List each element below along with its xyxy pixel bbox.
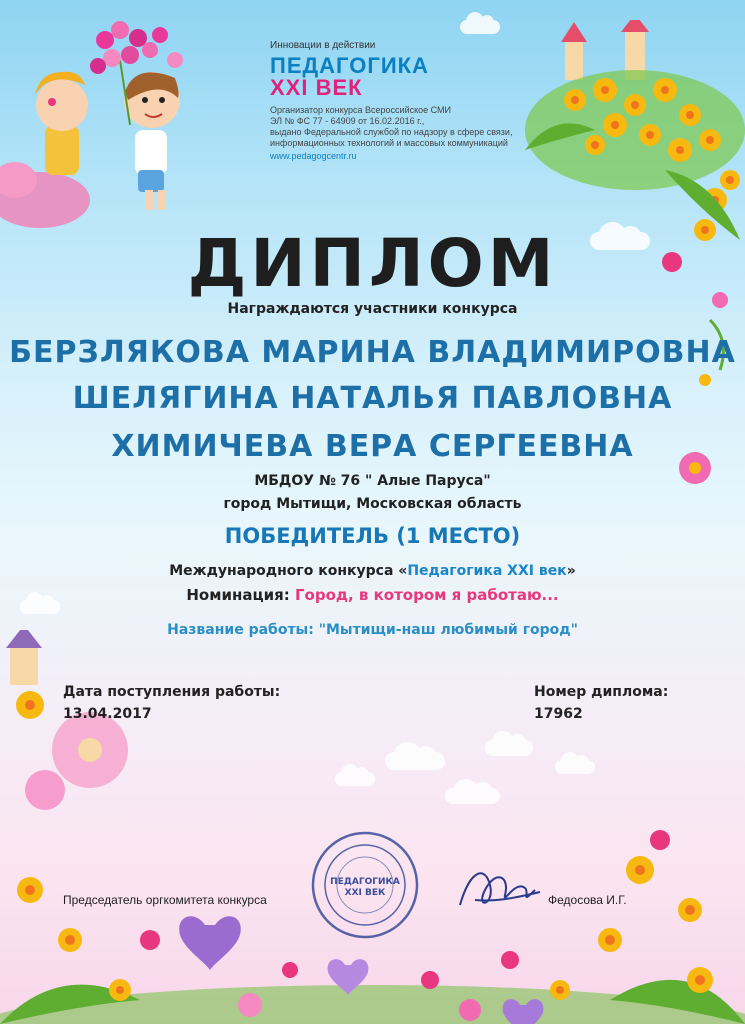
cloud-decoration [445,788,500,804]
work-title: Название работы: "Мытищи-наш любимый город" [167,622,578,638]
diploma-title: ДИПЛОМ [187,225,558,302]
castle-decoration [0,630,140,830]
organizer-block [270,40,570,161]
diploma-subtitle: Награждаются участники конкурса [227,301,518,317]
contest-suffix: » [566,563,576,579]
brand-name-line1: ПЕДАГОГИКА [270,53,429,78]
contest-line [0,563,745,579]
seal-center-line2: XXI ВЕК [344,888,386,898]
children-illustration [0,0,220,240]
contest-prefix: Международного конкурса « [169,563,408,579]
cloud-decoration [385,752,445,770]
cloud-decoration [555,760,595,774]
seal-center-line1: ПЕДАГОГИКА [330,877,400,887]
nomination-line [0,586,745,604]
brand-name-line2: XXI ВЕК [270,75,363,100]
organization-seal [310,830,420,940]
institution-name: МБДОУ № 76 " Алые Паруса" [254,473,491,489]
organizer-info-line: информационных технологий и массовых коммуникаций [270,138,508,148]
organizer-info-line: выдано Федеральной службой по надзору в сфере связи, [270,127,513,137]
award-title: ПОБЕДИТЕЛЬ (1 МЕСТО) [224,524,521,548]
organizer-website-link[interactable]: www.pedagogcentr.ru [270,151,357,161]
recipient-name: ХИМИЧЕВА ВЕРА СЕРГЕЕВНА [111,429,634,464]
organizer-info-line: Организатор конкурса Всероссийское СМИ [270,105,452,115]
nomination-label: Номинация: [186,586,295,604]
handwritten-signature [455,860,545,920]
nomination-value: Город, в котором я работаю... [294,586,559,604]
signer-name: Федосова И.Г. [548,893,627,907]
recipient-name: ШЕЛЯГИНА НАТАЛЬЯ ПАВЛОВНА [72,381,673,416]
diploma-number-label: Номер диплома: [534,684,669,700]
recipient-name: БЕРЗЛЯКОВА МАРИНА ВЛАДИМИРОВНА [9,335,736,370]
cloud-decoration [460,20,500,34]
cloud-decoration [335,772,375,786]
date-label: Дата поступления работы: [63,684,281,700]
chair-label: Председатель оргкомитета конкурса [63,893,267,907]
diploma-number-value: 17962 [534,706,583,722]
organizer-info-line: ЭЛ № ФС 77 - 64909 от 16.02.2016 г., [270,116,425,126]
contest-name: Педагогика XXI век [407,563,567,579]
cloud-decoration [485,740,533,756]
institution-location: город Мытищи, Московская область [223,496,522,512]
date-value: 13.04.2017 [63,706,152,722]
organizer-kicker: Инновации в действии [270,40,376,51]
